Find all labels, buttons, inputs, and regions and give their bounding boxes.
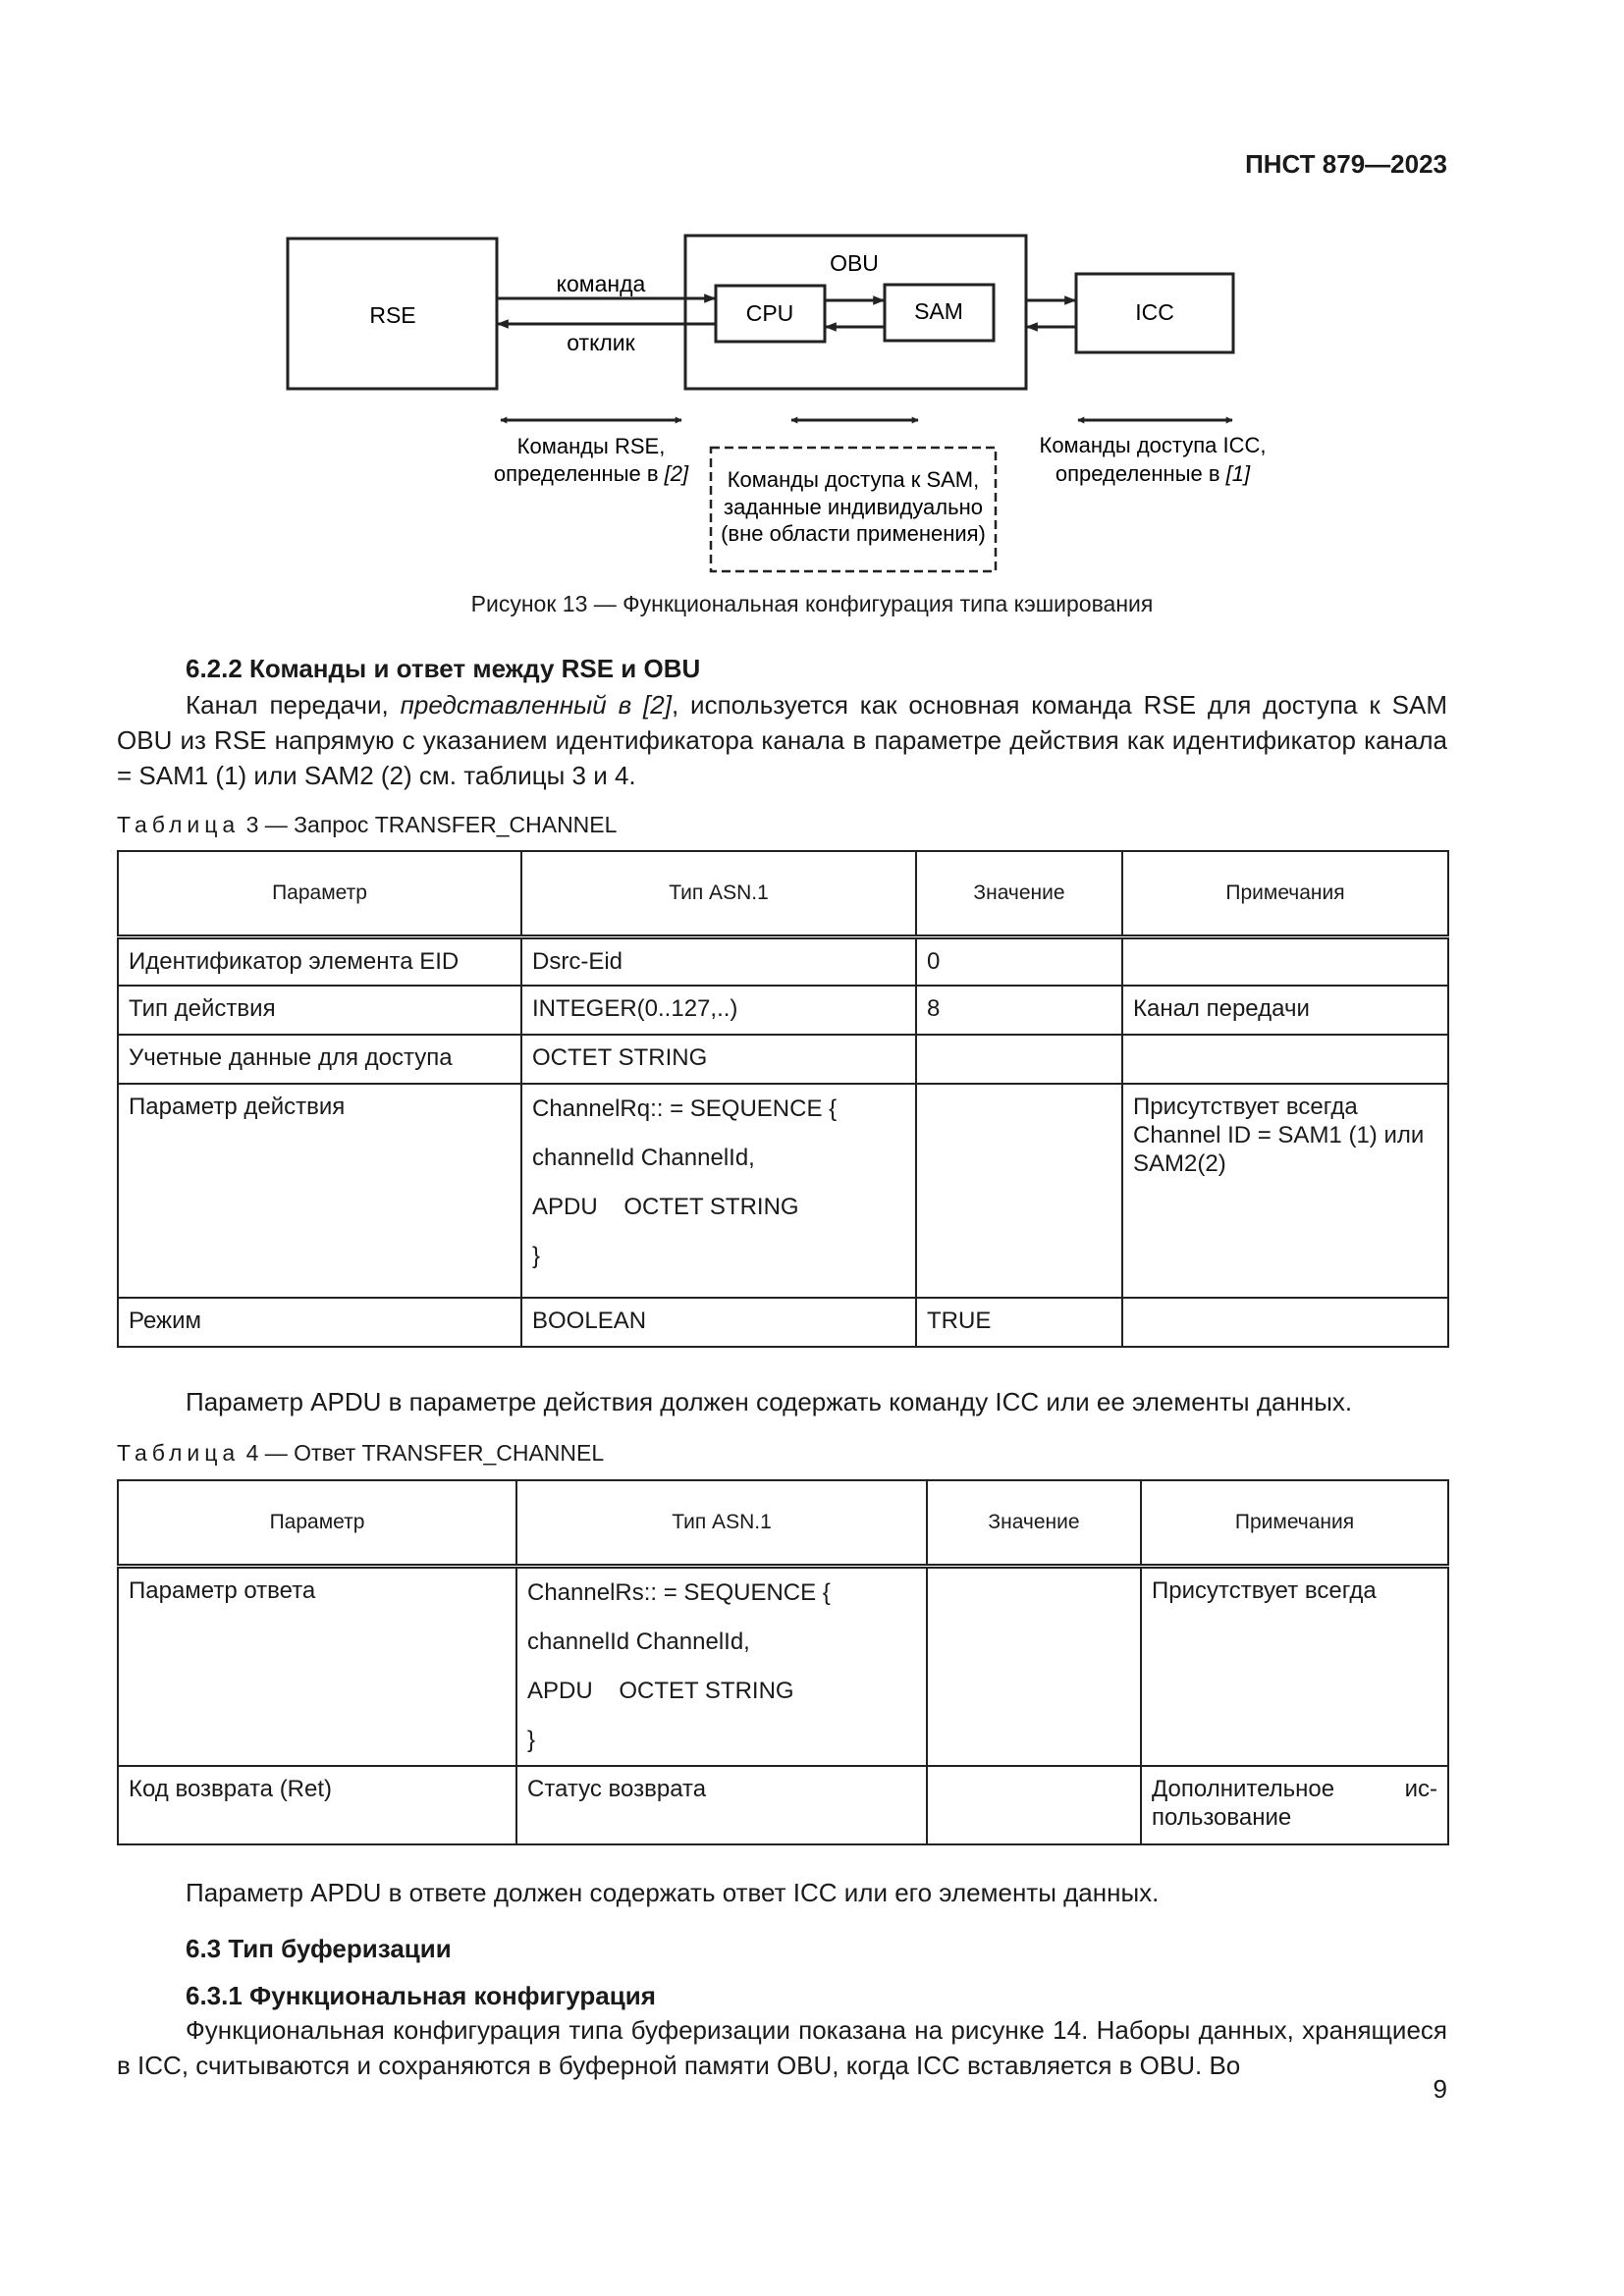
asn-line: ChannelRq:: = SEQUENCE { — [532, 1095, 838, 1122]
section-6-3-heading: 6.3 Тип буферизации — [186, 1934, 452, 1963]
table-cell: 8 — [916, 986, 1122, 1035]
table-row — [118, 936, 1448, 986]
table-cell: Статус возврата — [516, 1766, 927, 1844]
table-cell — [1122, 936, 1448, 986]
table-cell: Идентификатор элемента EID — [118, 936, 521, 986]
table-cell: Режим — [118, 1298, 521, 1347]
icc-commands-line2: определенные в [1] — [1055, 461, 1251, 486]
table-cell: Тип действия — [118, 986, 521, 1035]
table-cell: Параметр ответа — [118, 1566, 516, 1766]
apdu-command-paragraph: Параметр APDU в параметре действия должен содержать команду ICC или ее элементы данных. — [186, 1387, 1353, 1416]
table-cell — [927, 1566, 1141, 1766]
rse-label: RSE — [369, 302, 416, 328]
asn-line: ChannelRs:: = SEQUENCE { — [527, 1578, 831, 1606]
table-cell: Присутствует всегда — [1141, 1566, 1448, 1766]
cpu-label: CPU — [745, 300, 794, 326]
section-6-2-2-heading: 6.2.2 Команды и ответ между RSE и OBU — [186, 654, 701, 683]
table-4-caption: Таблица 4 — Ответ TRANSFER_CHANNEL — [117, 1440, 605, 1466]
table-cell: Параметр действия — [118, 1084, 521, 1298]
table-cell: OCTET STRING — [521, 1035, 916, 1084]
obu-label: OBU — [830, 250, 879, 276]
document-number: ПНСТ 879—2023 — [1245, 149, 1447, 179]
asn-line: } — [527, 1726, 536, 1753]
table-3-header-value: Значение — [916, 851, 1122, 936]
table-cell: BOOLEAN — [521, 1298, 916, 1347]
table-4-header-notes: Примечания — [1141, 1480, 1448, 1566]
table-3-header-asn: Тип ASN.1 — [521, 851, 916, 936]
sam-commands-line2: заданные индивидуально — [724, 495, 983, 519]
section-6-3-1-heading: 6.3.1 Функциональная конфигурация — [186, 1981, 656, 2010]
table-cell: Учетные данные для доступа — [118, 1035, 521, 1084]
table-4-header-value: Значение — [927, 1480, 1141, 1566]
table-row — [118, 1035, 1448, 1084]
apdu-response-paragraph: Параметр APDU в ответе должен содержать ответ ICC или его элементы данных. — [186, 1878, 1160, 1907]
figure-13-caption: Рисунок 13 — Функциональная конфигурация типа кэширования — [470, 591, 1154, 616]
table-cell: Присутствует всегда Channel ID = SAM1 (1) или SAM2(2) — [1122, 1084, 1448, 1298]
table-cell: Dsrc-Eid — [521, 936, 916, 986]
note-line: пользование — [1152, 1803, 1292, 1831]
section-6-2-2-paragraph: Канал передачи, представленный в [2], используется как основная команда RSE для доступа к SAM OBU из RSE напрямую с указанием идентификатора канала в параметре действия как идентификатор канала = SAM1 (1) или SAM2 (2) см. таблицы 3 и 4. — [117, 690, 1447, 790]
table-cell — [1122, 1298, 1448, 1347]
table-3-header-notes: Примечания — [1122, 851, 1448, 936]
asn-line: channelId ChannelId, — [527, 1628, 750, 1655]
table-row — [118, 1766, 1448, 1844]
page-number: 9 — [1433, 2074, 1447, 2104]
table-cell — [927, 1766, 1141, 1844]
table-cell: INTEGER(0..127,..) — [521, 986, 916, 1035]
command-label: команда — [556, 271, 646, 296]
rse-commands-line2: определенные в [2] — [493, 461, 689, 486]
table-cell — [521, 1084, 916, 1298]
table-cell — [916, 1035, 1122, 1084]
table-cell: Код возврата (Ret) — [118, 1766, 516, 1844]
section-6-3-1-paragraph: Функциональная конфигурация типа буферизации показана на рисунке 14. Наборы данных, хранящиеся в ICC, считываются и сохраняются в буферной памяти OBU, когда ICC вставляется в OBU. Во — [117, 2015, 1447, 2080]
table-cell — [916, 1084, 1122, 1298]
table-4-header-param: Параметр — [118, 1480, 516, 1566]
table-row — [118, 986, 1448, 1035]
table-row — [118, 1084, 1448, 1298]
table-4 — [117, 1479, 1449, 1845]
asn-line: } — [532, 1243, 541, 1269]
table-cell — [1122, 1035, 1448, 1084]
table-4-header-asn: Тип ASN.1 — [516, 1480, 927, 1566]
asn-line: APDU OCTET STRING — [532, 1194, 799, 1220]
rse-commands-line1: Команды RSE, — [516, 434, 666, 458]
asn-line: channelId ChannelId, — [532, 1145, 755, 1171]
sam-label: SAM — [914, 298, 963, 324]
icc-label: ICC — [1135, 299, 1174, 325]
asn-line: APDU OCTET STRING — [527, 1677, 794, 1704]
table-cell — [516, 1566, 927, 1766]
sam-commands-line1: Команды доступа к SAM, — [727, 467, 980, 492]
table-3-caption: Таблица 3 — Запрос TRANSFER_CHANNEL — [117, 812, 618, 837]
table-3 — [117, 850, 1449, 1348]
table-3-header-param: Параметр — [118, 851, 521, 936]
figure-13-diagram — [0, 0, 1624, 589]
table-cell: 0 — [916, 936, 1122, 986]
table-cell: Канал передачи — [1122, 986, 1448, 1035]
table-cell: TRUE — [916, 1298, 1122, 1347]
icc-commands-line1: Команды доступа ICC, — [1039, 433, 1267, 457]
table-row — [118, 1298, 1448, 1347]
response-label: отклик — [567, 330, 635, 355]
table-row — [118, 1566, 1448, 1766]
note-line: Дополнительное ис- — [1152, 1775, 1437, 1802]
table-cell — [1141, 1766, 1448, 1844]
sam-commands-line3: (вне области применения) — [721, 521, 986, 546]
